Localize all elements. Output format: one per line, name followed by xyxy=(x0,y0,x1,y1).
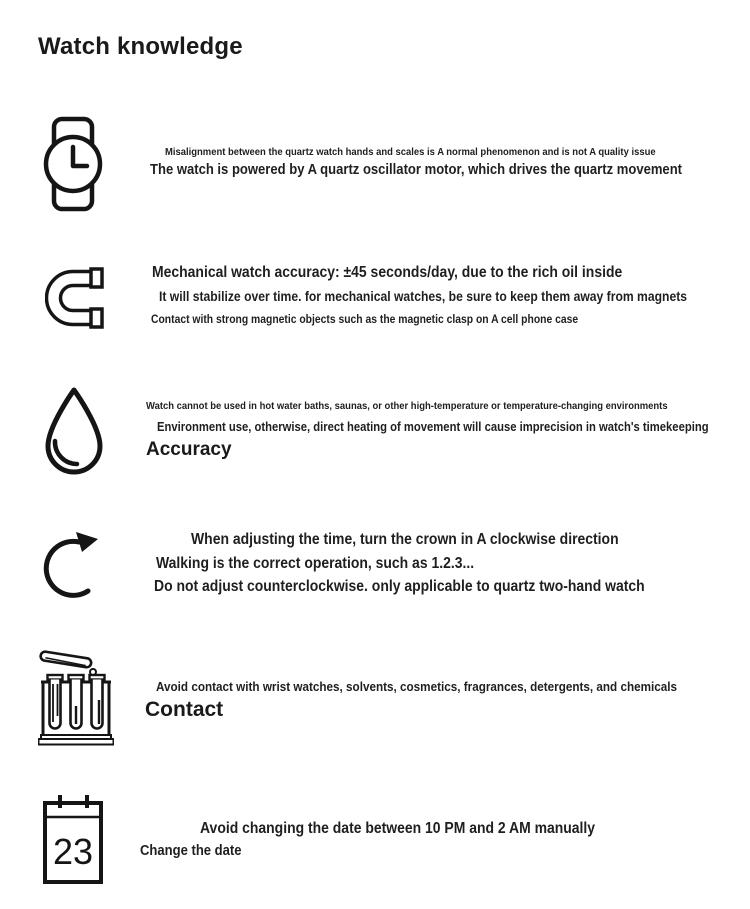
magnet-note-line-1: Mechanical watch accuracy: ±45 seconds/day, due to the rich oil inside xyxy=(152,264,623,281)
date-note-line-2: Change the date xyxy=(140,843,242,859)
quartz-note-line-2: The watch is powered by A quartz oscillator motor, which drives the quartz movement xyxy=(150,162,683,178)
test-tubes-icon xyxy=(38,650,114,746)
calendar-icon xyxy=(42,793,104,885)
date-note-line-1: Avoid changing the date between 10 PM and 2 AM manually xyxy=(200,820,596,837)
calendar-day-number: 23 xyxy=(52,831,94,872)
crown-note-line-3: Do not adjust counterclockwise. only applicable to quartz two-hand watch xyxy=(154,578,645,595)
accuracy-heading: Accuracy xyxy=(146,439,232,460)
quartz-note-line-1: Misalignment between the quartz watch hands and scales is A normal phenomenon and is not A quality issue xyxy=(165,146,656,158)
crown-note-line-2: Walking is the correct operation, such as 1.2.3... xyxy=(156,555,475,572)
water-drop-icon xyxy=(41,385,107,481)
page-title: Watch knowledge xyxy=(38,33,243,60)
temperature-note-line-1: Watch cannot be used in hot water baths, saunas, or other high-temperature or temperature-changing environments xyxy=(146,400,668,412)
temperature-note-line-2: Environment use, otherwise, direct heating of movement will cause imprecision in watch's timekeeping xyxy=(157,420,709,434)
magnet-note-line-3: Contact with strong magnetic objects such as the magnetic clasp on A cell phone case xyxy=(151,314,579,326)
crown-note-line-1: When adjusting the time, turn the crown in A clockwise direction xyxy=(191,531,619,548)
contact-heading: Contact xyxy=(145,698,224,721)
clockwise-rotation-icon xyxy=(43,526,103,604)
magnet-note-line-2: It will stabilize over time. for mechanical watches, be sure to keep them away from magnets xyxy=(159,289,688,304)
chemicals-note-line-1: Avoid contact with wrist watches, solvents, cosmetics, fragrances, detergents, and chemicals xyxy=(156,679,678,694)
wristwatch-icon xyxy=(43,116,103,212)
magnet-icon xyxy=(45,267,107,329)
